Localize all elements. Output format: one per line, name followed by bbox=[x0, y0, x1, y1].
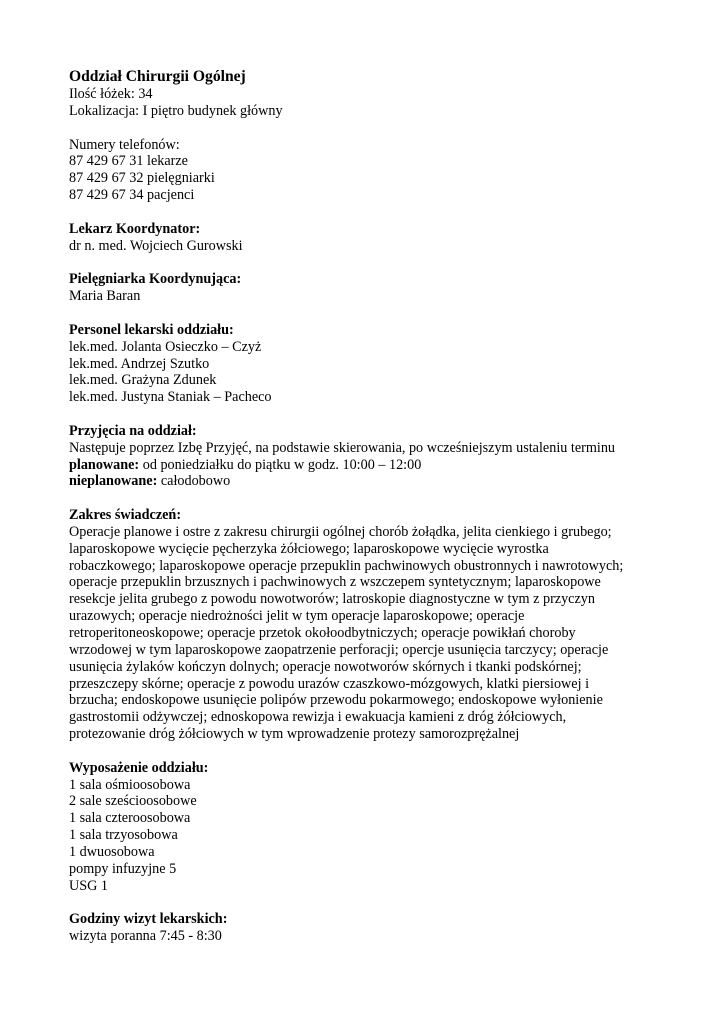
scope-line: gastrostomii odżywczej; ednoskopowa rewizja i ewakuacja kamieni z dróg żółciowych, bbox=[69, 709, 567, 726]
equipment-heading: Wyposażenie oddziału: bbox=[69, 759, 209, 776]
unplanned-label: nieplanowane: bbox=[69, 473, 158, 490]
scope-line: przeszczepy skórne; operacje z powodu urazów czaszkowo-mózgowych, klatki piersiowej i bbox=[69, 675, 590, 692]
equipment-item: 1 sala trzyosobowa bbox=[69, 827, 178, 844]
equipment-item: 1 sala czteroosobowa bbox=[69, 810, 191, 827]
equipment-item: 2 sale sześcioosobowe bbox=[69, 793, 197, 810]
nurse-name: Maria Baran bbox=[69, 288, 141, 305]
scope-line: usunięcia żylaków kończyn dolnych; operacje nowotworów skórnych i tkanki podskórnej; bbox=[69, 658, 582, 675]
admission-section bbox=[69, 423, 709, 490]
scope-heading: Zakres świadczeń: bbox=[69, 507, 182, 524]
visit-item: wizyta poranna 7:45 - 8:30 bbox=[69, 928, 222, 945]
scope-line: protezowanie dróg żółciowych w tym wprowadzenie protezy samorozprężalnej bbox=[69, 726, 520, 743]
scope-line: operacje przepuklin brzusznych i pachwinowych z wszczepem syntetycznym; laparoskopowe bbox=[69, 574, 601, 591]
visits-heading: Godziny wizyt lekarskich: bbox=[69, 911, 228, 928]
admission-text: Następuje poprzez Izbę Przyjęć, na podstawie skierowania, po wcześniejszym ustaleniu terminu bbox=[69, 439, 616, 456]
scope-line: retroperitoneoskopowe; operacje przetok okołoodbytniczych; operacje powikłań choroby bbox=[69, 625, 576, 641]
document-page bbox=[69, 68, 709, 945]
coordinator-name: dr n. med. Wojciech Gurowski bbox=[69, 237, 243, 254]
coordinator-heading: Lekarz Koordynator: bbox=[69, 220, 201, 237]
staff-item: lek.med. Andrzej Szutko bbox=[69, 355, 210, 372]
scope-line: urazowych; operacje niedrożności jelit w tym operacje laparoskopowe; operacje bbox=[69, 608, 525, 625]
scope-line: brzucha; endoskopowe usunięcie polipów przewodu pokarmowego; endoskopowe wyłonienie bbox=[69, 692, 603, 709]
phones-section bbox=[69, 137, 709, 204]
phone-item: 87 429 67 32 pielęgniarki bbox=[69, 170, 215, 187]
scope-line: Operacje planowe i ostre z zakresu chirurgii ogólnej chorób żołądka, jelita cienkiego i grubego; bbox=[69, 523, 612, 540]
admission-heading: Przyjęcia na oddział: bbox=[69, 422, 197, 439]
scope-line: laparoskopowe wycięcie pęcherzyka żółciowego; laparoskopowe wycięcie wyrostka bbox=[69, 540, 549, 557]
staff-item: lek.med. Justyna Staniak – Pacheco bbox=[69, 389, 272, 406]
equipment-section bbox=[69, 760, 709, 895]
staff-heading: Personel lekarski oddziału: bbox=[69, 321, 234, 338]
department-title: Oddział Chirurgii Ogólnej bbox=[69, 68, 246, 85]
nurse-heading: Pielęgniarka Koordynująca: bbox=[69, 271, 242, 288]
staff-item: lek.med. Grażyna Zdunek bbox=[69, 372, 217, 389]
equipment-item: pompy infuzyjne 5 bbox=[69, 860, 177, 877]
staff-section bbox=[69, 322, 709, 406]
planned-text: od poniedziałku do piątku w godz. 10:00 – 12:00 bbox=[139, 456, 422, 473]
visits-section bbox=[69, 911, 709, 945]
location: Lokalizacja: I piętro budynek główny bbox=[69, 102, 283, 119]
equipment-item: 1 sala ośmioosobowa bbox=[69, 776, 191, 793]
scope-line: resekcje jelita grubego z powodu nowotworów; latroskopie diagnostyczne w tym z przyczyn bbox=[69, 591, 595, 608]
equipment-item: USG 1 bbox=[69, 877, 109, 894]
admission-unplanned bbox=[69, 473, 709, 490]
phone-item: 87 429 67 34 pacjenci bbox=[69, 187, 195, 204]
coordinator-section bbox=[69, 221, 709, 255]
staff-item: lek.med. Jolanta Osieczko – Czyż bbox=[69, 338, 262, 355]
bed-count: Ilość łóżek: 34 bbox=[69, 86, 153, 102]
scope-line: wrzodowej w tym laparoskopowe zaopatrzenie perforacji; opercje usunięcia tarczycy; operacje bbox=[69, 641, 609, 658]
planned-label: planowane: bbox=[69, 456, 140, 473]
nurse-section bbox=[69, 271, 709, 305]
equipment-item: 1 dwuosobowa bbox=[69, 843, 155, 860]
admission-planned bbox=[69, 457, 709, 474]
scope-section bbox=[69, 507, 709, 743]
phones-heading: Numery telefonów: bbox=[69, 136, 180, 153]
unplanned-text: całodobowo bbox=[157, 473, 231, 490]
phone-item: 87 429 67 31 lekarze bbox=[69, 153, 188, 170]
scope-line: robaczkowego; laparoskopowe operacje przepuklin pachwinowych obustronnych i nawrotowych; bbox=[69, 557, 624, 574]
